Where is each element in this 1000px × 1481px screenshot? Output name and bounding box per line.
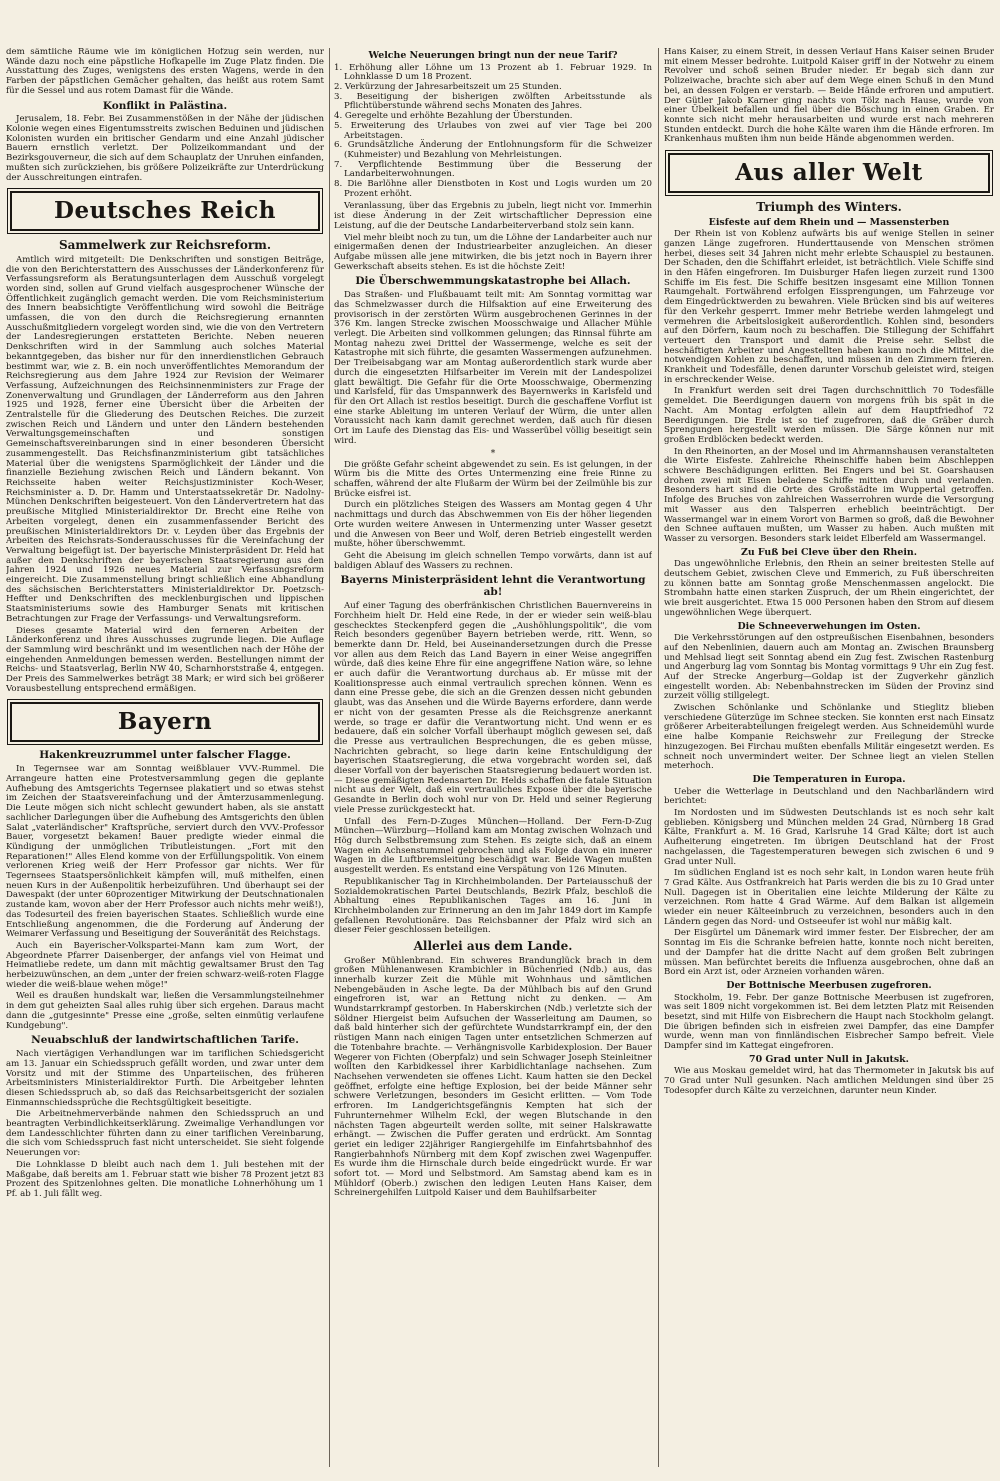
subheadline-winter: Eisfeste auf dem Rhein und — Massensterben bbox=[708, 216, 950, 228]
article-flag-2: Auch ein Bayerischer-Volkspartei-Mann kam zum Wort, der Abgeordnete Pfarrer Daisenberger, der anfangs viel von Heimat und Heimatliebe redete, um dann mit mächtig gewaltsamer Brust den Tag herbeizuwünschen, an dem „unter der freien schwarz-weiß-roten Flagge wieder die weiß-blaue wehen möge!" bbox=[6, 940, 324, 990]
article-continuation: Hans Kaiser, zu einem Streit, in dessen Verlauf Hans Kaiser seinen Bruder mit einem Messer bedrohte. Luitpold Kaiser griff in der Notwehr zu einem Revolver und schoß seinen Bruder nieder. Er begab sich dann zur Polizeiwache, brachte sich aber auf dem Wege einen Schuß in den Mund bei, an dessen Folgen er verstarb. — Beide Hände erfroren und amputiert. Der Gütler Jakob Karner ging nachts von Tölz nach Hause, wurde von einer Übelkeit befallen und fiel über die Böschung in einen Graben. Er konnte sich nicht mehr herausarbeiten und wurde erst nach mehreren Stunden entdeckt. Durch die hohe Kälte waren ihm die Hände erfroren. Im Krankenhaus mußten ihm nun beide Hände abgenommen werden. bbox=[664, 48, 994, 145]
headline-bavaria: Bayerns Ministerpräsident lehnt die Verantwortung ab! bbox=[340, 574, 646, 599]
headline-flag: Hakenkreuzrummel unter falscher Flagge. bbox=[39, 749, 291, 762]
column-rule bbox=[658, 48, 659, 1467]
article-continuation: dem sämtliche Räume wie im königlichen Hofzug sein werden, nur Wände dazu noch eine päpstliche Hofkapelle im Zuge Platz finden. Die Ausstattung des Zuges, wenigstens des ersten Wagens, werde in den Farben der päpstlichen Gemächer gehalten, das heißt aus rotem Samt für die Sessel und aus rotem Damast für die Wände. bbox=[6, 48, 324, 96]
changes-list bbox=[334, 64, 652, 200]
article-winter-2: In Frankfurt werden seit drei Tagen durchschnittlich 70 Todesfälle gemeldet. Die Beerdigungen dauern von morgens früh bis spät in die Nacht. Am Montag erfolgten allein auf dem Hauptfriedhof 72 Beerdigungen. Die Erde ist so tief zugefroren, daß die Gräber durch Sprengungen hergestellt werden müssen. Die Särge können nur mit großen Erdblöcken bedeckt werden. bbox=[664, 386, 994, 445]
article-snow: Die Verkehrsstörungen auf den ostpreußischen Eisenbahnen, besonders auf den Nebenlinien, dauern auch am Montag an. Zwischen Braunsberg und Mehlsad liegt seit Sonntag abend ein Zug fest. Zwischen Rastenburg und Angerburg lag vom Sonntag bis Montag vormittags 9 Uhr ein Zug fest. Auf der Strecke Angerburg—Goldap ist der Zugverkehr gänzlich eingestellt worden. Ab: Nebenbahnstrecken im Süden der Provinz sind zurzeit völlig stillgelegt. bbox=[664, 633, 994, 702]
headline-changes: Welche Neuerungen bringt nun der neue Tarif? bbox=[368, 50, 618, 61]
article-tariff: Nach viertägigen Verhandlungen war im tariflichen Schiedsgericht am 13. Januar ein Schiedsspruch gefällt worden, und zwar unter dem Vorsitz und mit der Stimme des Unparteiischen, des früheren Arbeitsministers Ministerialdirektor Furth. Die Arbeitgeber lehnten diesen Schiedsspruch ab, so daß das Reichsarbeitsgericht der sozialen Einmannschiedssprüche die Rechtsgültigkeit beseitigte. bbox=[6, 1049, 324, 1108]
article-flood: Das Straßen- und Flußbauamt teilt mit: Am Sonntag vormittag war das Schmelzwasser durch die Hilfsaktion auf eine Erweiterung des provisorisch in der zerstörten Würm ausgebrochenen Gerinnes in der 376 Km. langen Strecke zwischen Moosschwaige und Allacher Mühle verlegt. Die Arbeiten sind vollkommen gelungen; das Rinnsal führte am Montag nahezu zwei Drittel der Wassermenge, welche es seit der Katastrophe mit sich führte, die gesamten Wassermengen aufzunehmen. Der Treibeisabgang war am Montag außerordentlich stark wurde aber durch die eingesetzten Hilfsarbeiter im Verein mit der Landespolizei glatt bewältigt. Die Gefahr für die Orte Moosschwaige, Obermenzing und Karlsfeld, für das Umspannwerk des Bayernwerks in Karlsfeld und für den Ort Allach ist restlos beseitigt. Durch die geschaffene Vorflut ist eine starke Ableitung im unteren Verlauf der Würm, die unter allen Voraussicht nach kann damit gerechnet werden, daß auch für diesen Ort im Laufe des Dienstag das Eis- und Wasserübel völlig beseitigt sein wird. bbox=[334, 290, 652, 446]
list-item: 3. Beseitigung der bisherigen zwölften Arbeitsstunde als Pflichtüberstunde während sechs Monaten des Jahres. bbox=[334, 91, 652, 112]
article-danger-3: Geht die Abeisung im gleich schnellen Tempo vorwärts, dann ist auf baldigen Ablauf des Wassers zu rechnen. bbox=[334, 550, 652, 571]
article-bavaria: Auf einer Tagung des oberfränkischen Christlichen Bauernvereins in Forchheim hielt Dr. Held eine Rede, in der er wieder sein weiß-blau geschecktes Steckenpferd gegen die „Aushöhlungspolitik", die vom Reich besonders gegenüber Bayern betrieben werde, ritt. Wenn, so bemerkte dann Dr. Held, bei Auseinandersetzungen durch die Presse vor allen aus dem Reich das Land Bayern in einer Weise angegriffen würde, daß dies keine Ehre für eine angegriffene Nation wäre, so lehne er auch dafür die Verantwortung durchaus ab. Er müsse mit der Koalitionspresse auch einmal vertraulich sprechen können. Wenn es dann eine Presse gebe, die sich an die Grenzen dessen nicht gebunden glaubt, was das Ansehen und die Würde Bayerns erfordere, dann werde er nicht von der gesamten Presse als die Reichsgrenze anerkannt werde, so trage er dafür die Verantwortung nicht. Und wenn er es bedauere, daß ein solcher Vorfall überhaupt möglich gewesen sei, daß die Presse aus vertraulichen Besprechungen, die es geben müsse, Nachrichten gebracht, so liege darin keine Entschuldigung der bayerischen Staatsregierung, die etwa vorgebracht worden sei, daß dieser Vorfall von der bayerischen Staatsregierung bedauert worden ist. — Diese gemäßigten Redensarten Dr. Helds schaffen die fatale Situation nicht aus der Welt, daß ein vertrauliches Expose über die bayerische Gesandte in Berlin doch wohl nur von Dr. Held und seiner Regierung viele Presse zurückgesteckt hat. bbox=[334, 601, 652, 815]
article-snow-2: Zwischen Schönlanke und Schönlanke und Stieglitz blieben verschiedene Güterzüge im Schnee stecken. Sie konnten erst nach Einsatz größerer Arbeiterabteilungen freigelegt werden. Aus Schneidemühl wurde eine halbe Kompanie Reichswehr zur Freilegung der Strecke hinzugezogen. Bei Firchau mußten ebenfalls Militär eingesetzt werden. Es schneit noch unvermindert weiter. Der Schnee liegt an vielen Stellen meterhoch. bbox=[664, 703, 994, 772]
section-box-bayern: Bayern bbox=[10, 702, 320, 742]
article-changes: Veranlassung, über das Ergebnis zu jubeln, liegt nicht vor. Immerhin ist diese Änderung in der Zeit wirtschaftlicher Depression eine Leistung, auf die der Deutsche Landarbeiterverband stolz sein kann. bbox=[334, 201, 652, 231]
headline-bothnia: Der Bottnische Meerbusen zugefroren. bbox=[726, 979, 932, 991]
list-item: 1. Erhöhung aller Löhne um 13 Prozent ab 1. Februar 1929. In Lohnklasse D um 18 Prozent. bbox=[334, 62, 652, 83]
article-walk: Das ungewöhnliche Erlebnis, den Rhein an seiner breitesten Stelle auf deutschem Gebiet, zwischen Cleve und Emmerich, zu Fuß überschreiten zu können batte am Sonntag große Menschenmassen angelockt. Die Strombahn hatte einen starken Zuspruch, der um Rhein eingerichtet, der wie breit ausgerichtet. Etwa 15 000 Personen haben den Strom auf diesem ungewöhnlichen Wege überquert. bbox=[664, 559, 994, 618]
list-item: 2. Verkürzung der Jahresarbeitszeit um 25 Stunden. bbox=[334, 82, 562, 93]
list-item: 6. Grundsätzliche Änderung der Entlohnungsform für die Schweizer (Kuhmeister) und Bezahlung von Mehrleistungen. bbox=[334, 140, 652, 160]
column-rule bbox=[329, 48, 330, 1467]
article-temperatures: Ueber die Wetterlage in Deutschland und den Nachbarländern wird berichtet: bbox=[664, 786, 994, 807]
article-palestine: Jerusalem, 18. Febr. Bei Zusammenstößen in der Nähe der jüdischen Kolonie wegen eines Eigentumsstreits zwischen Beduinen und jüdischen Kolonisten wurden ein britischer Gendarm und eine Anzahl jüdischer Bauern ernstlich verletzt. Der Polizeikommandant und der Bezirksgouverneur, die sich auf dem Schauplatz der Unruhen einfanden, mußten sich zurückziehen, bis größere Polizeikräfte zur Unterdrückung der Ausschreitungen eintrafen. bbox=[6, 114, 324, 183]
article-tariff-3: Die Lohnklasse D bleibt auch nach dem 1. Juli bestehen mit der Maßgabe, daß bereits am 1. Februar statt wie bisher 78 Prozent jetzt 83 Prozent des Spitzenlohnes gelten. Die monatliche Lohnerhöhung um 1 Pf. ab 1. Juli fällt weg. bbox=[6, 1159, 324, 1199]
article-danger: Die größte Gefahr scheint abgewendet zu sein. Es ist gelungen, in der Würm bis die Mitte des Ortes Untermenzing eine freie Rinne zu schaffen, während der alte Flußarm der Würm bei der Zeilmühle bis zur Brücke eisfrei ist. bbox=[334, 459, 652, 499]
separator-asterisk: * bbox=[490, 448, 496, 459]
article-flag-3: Weil es draußen hundskalt war, ließen die Versammlungsteilnehmer in dem gut geheizten Saal alles ruhig über sich ergehen. Daraus macht dann die „gutgesinnte" Presse eine „große, selten einmütig verlaufene Kundgebung". bbox=[6, 991, 324, 1031]
section-box-deutsches-reich: Deutsches Reich bbox=[10, 191, 320, 231]
article-danish: Der Eisgürtel um Dänemark wird immer fester. Der Eisbrecher, der am Sonntag im Eis die Schranke befreien hatte, konnte noch nicht bereiten, und der Dampfer hat die dritte Nacht auf dem großen Belt zubringen müssen. Man befürchtet bereits die Influenza ausgebrochen, ohne daß an Bord ein Arzt ist, oder Arzneien vorhanden wären. bbox=[664, 928, 994, 978]
article-temperatures-2: Im Nordosten und im Südwesten Deutschlands ist es noch sehr kalt geblieben. Königsberg und München melden 24 Grad, Nürnberg 18 Grad Kälte, Frankfurt a. M. 16 Grad, Karlsruhe 14 Grad Kälte; dort ist auch Aufheiterung eingetreten. Im übrigen Deutschland hat der Frost nachgelassen, die Tagestemperaturen bewegen sich zwischen 6 und 9 Grad unter Null. bbox=[664, 808, 994, 867]
headline-tariff: Neuabschluß der landwirtschaftlichen Tarife. bbox=[31, 1034, 299, 1047]
list-item: 7. Verpflichtende Bestimmung über die Besserung der Landarbeiterwohnungen. bbox=[334, 159, 652, 180]
column-right bbox=[664, 48, 994, 1467]
headline-allerlei: Allerlei aus dem Lande. bbox=[413, 939, 573, 954]
article-danger-2: Durch ein plötzliches Steigen des Wassers am Montag gegen 4 Uhr nachmittags und durch das Abschwemmen von Eis der höher liegenden Orte wurden weitere Anwesen in Untermenzing unter Wasser gesetzt und die Anwesen von Beer und Wolf, deren Betrieb eingestellt werden mußte, höher überschwemmt. bbox=[334, 500, 652, 550]
column-left bbox=[6, 48, 324, 1467]
article-allerlei: Großer Mühlenbrand. Ein schweres Brandunglück brach in dem großen Mühlenanwesen Krambichler in Büchenried (Ndb.) aus, das innerhalb kurzer Zeit die Mühle mit Wohnhaus und sämtlichen Nebengebäuden in Asche legte. Da der Mühlbach bis auf den Grund eingefroren ist, war an Rettung nicht zu denken. — Am Wundstarrkrampf gestorben. In Haberskirchen (Ndb.) verletzte sich der Söldner Hiergeist beim Aufsuchen der Wasserleitung am Daumen, so daß bald hinterher sich der gefürchtete Wundstarrkrampf ein, der den rüstigen Mann nach einigen Tagen unter entsetzlichen Schmerzen auf die Totenbahre brachte. — Verhängnisvolle Karbidexplosion. Der Bauer Wegerer von Fichten (Oberpfalz) und sein Schwager Joseph Steinleitner wollten den Karbidkessel ihrer Karbidlichtanlage nachsehen. Zum Nachsehen verwendeten sie offenes Licht. Kaum hatten sie den Deckel geöffnet, erfolgte eine heftige Explosion, bei der beide Männer sehr schwere Verletzungen, besonders im Gesicht erlitten. — Vom Tode erfroren. Im Landgerichtsgefängnis Kempten hat sich der Fuhrunternehmer Wilhelm Eckl, der wegen Blutschande in den nächsten Tagen abgeurteilt werden sollte, mit seiner Halskrawatte erhängt. — Zwischen die Puffer geraten und erdrückt. Am Sonntag geriet ein lediger 22jähriger Rangiergehilfe im Einfahrtsbahnhof des Rangierbahnhofs Nürnberg mit dem Kopf zwischen zwei Wagenpuffer. Es wurde ihm die Hirnschale durch beide eingedrückt wurde. Er war sofort tot. — Mord und Selbstmord. Am Samstag abend kam es in Mühldorf (Oberb.) zwischen den ledigen Leuten Hans Kaiser, dem Schreinergehilfen Luitpold Kaiser und dem Bauhilfsarbeiter bbox=[334, 955, 652, 1199]
article-flag: In Tegernsee war am Sonntag weißblauer VVV.-Rummel. Die Arrangeure hatten eine Protestversammlung gegen die geplante Aufhebung des Amtsgerichts Tegernsee plakatiert und so etwas stehst im Zeichen der Staatsvereinfachung und der Ämterzusammenlegung. Die Leute mögen sich nicht schlecht gewundert haben, als sie anstatt sachlicher Darlegungen über die Aufhebung des Amtsgerichts den üblen Salat „vaterländischer" Kraftsprüche, serviert durch den VVV.-Professor Bauer, vorgesetzt bekamen! Bauer predigte wieder einmal die Kündigung der unmöglichen Tributleistungen. „Fort mit den Reparationen!" Alles Elend komme von der Erfüllungspolitik. Von einem verlorenen Krieg weiß der Herr Professor gar nichts. Wer für Tegernsees Staatspersönlichkeit kämpfen will, muß mithelfen, einen neuen Kurs in der Außenpolitik herbeizuführen. Und überhaupt sei der Dawespakt (der unter 60prozentiger Mitwirkung der Deutschnationalen zustande kam, wovon aber der Herr Professor auch nichts mehr weiß!), das Todesurteil des freien bayerischen Staates. Schließlich wurde eine Entschließung angenommen, die die Forderung auf Änderung der Weimarer Verfassung und Beseitigung der Souveränität des Reichstags. bbox=[6, 764, 324, 940]
article-train: Unfall des Fern-D-Zuges München—Holland. Der Fern-D-Zug München—Würzburg—Holland kam am Montag zwischen Wolnzach und Hög durch Selbstbremsung zum Stehen. Es zeigte sich, daß an einem Wagen ein Achsenstummel gebrochen und als Folge davon ein innerer Wagen in die Luftbremsleitung beschädigt war. Beide Wagen mußten ausgestellt werden. Es entstand eine Verspätung von 126 Minuten. bbox=[334, 816, 652, 876]
article-republic: Republikanischer Tag in Kirchheimbolanden. Der Parteiausschuß der Sozialdemokratischen Partei Deutschlands, Bezirk Pfalz, beschloß die Abhaltung eines Republikanischen Tages am 16. Juni in Kirchheimbolanden zur Erinnerung an den im Jahr 1849 dort im Kampfe gefallenen Revolutionäre. Das Reichsbanner der Pfalz wird sich an dieser Feier geschlossen beteiligen. bbox=[334, 876, 652, 936]
headline-flood: Die Überschwemmungskatastrophe bei Allach. bbox=[355, 275, 631, 288]
list-item: 8. Die Barlöhne aller Dienstboten in Kost und Logis wurden um 20 Prozent erhöht. bbox=[334, 179, 652, 199]
headline-palestine: Konflikt in Palästina. bbox=[102, 99, 228, 112]
article-winter: Der Rhein ist von Koblenz aufwärts bis auf wenige Stellen in seiner ganzen Länge zugefroren. Hunderttausende von Menschen strömen herbei, dieses seit 34 Jahren nicht mehr erlebte Schauspiel zu bestaunen. Der Schaden, den die Schiffahrt erleidet, ist beträchtlich. Viele Schiffe sind in den Häfen eingefroren. Im Duisburger Hafen liegen zurzeit rund 1300 Schiffe im Eis fest. Die Schiffe besitzen insgesamt eine Million Tonnen Raumgehalt. Fortwährend erfolgen Eissprengungen, um Fahrzeuge vor dem Eingedrücktwerden zu bewahren. Viele Brücken sind bis auf weiteres für den Verkehr gesperrt. Immer mehr Betriebe werden lahmgelegt und vermehren die Arbeitslosigkeit außerordentlich. Kohlen sind, besonders auf den Dörfern, kaum noch zu beschaffen. Die Stillegung der Schiffahrt verteuert den Transport und damit die Preise sehr. Selbst die beschäftigten Arbeiter und Angestellten haben kaum noch die Mittel, die notwendigen Kohlen zu beschaffen, und müssen in den Zimmern frieren. Krankheit und Todesfälle, denen darunter Vorschub geleistet wird, steigen in erschreckender Weise. bbox=[664, 229, 994, 385]
article-temperatures-3: Im südlichen England ist es noch sehr kalt, in London waren heute früh 7 Grad Kälte. Aus Ostfrankreich hat Paris werden die bis zu 10 Grad unter Null. Dagegen ist in Oberitalien eine leichte Milderung der Kälte zu verzeichnen. Rom hatte 4 Grad Wärme. Auf dem Balkan ist allgemein wieder ein neuer Kälteeinbruch zu verzeichnen, besonders auch in den Ländern gegen das Nord- und Ostseeufer ist wohl nur mäßig kalt. bbox=[664, 868, 994, 927]
section-box-aus-aller-welt: Aus aller Welt bbox=[668, 153, 990, 193]
article-changes-2: Viel mehr bleibt noch zu tun, um die Löhne der Landarbeiter auch nur einigermaßen denen der Industriearbeiter anzugleichen. An dieser Aufgabe müssen alle jene mitwirken, die bis jetzt noch in Bayern ihrer Gewerkschaft abseits stehen. Es ist die höchste Zeit! bbox=[334, 232, 652, 272]
article-tariff-2: Die Arbeitnehmerverbände nahmen den Schiedsspruch an und beantragten Verbindlichkeitserklärung. Zweimalige Verhandlungen vor dem Landesschlichter führten dann zu einer tariflichen Vereinbarung, die sich vom Schiedsspruch fast nicht unterscheidet. Sie sieht folgende Neuerungen vor: bbox=[6, 1109, 324, 1159]
article-bothnia: Stockholm, 19. Febr. Der ganze Bottnische Meerbusen ist zugefroren, was seit 1809 nicht vorgekommen ist. Bei dem letzten Platz mit Reisenden besetzt, sind mit Hilfe von Eisbrechern die Haupt nach Stockholm gelangt. Die übrigen befinden sich in eisfreien zwei Dampfer, das eine Dampfer wurde, wenn man von finnländischen Eisbrecher Sampo befreit. Viele Dampfer sind im Kattegat eingefroren. bbox=[664, 992, 994, 1052]
article-jakutsk: Wie aus Moskau gemeldet wird, hat das Thermometer in Jakutsk bis auf 70 Grad unter Null gesunken. Nach amtlichen Meldungen sind über 25 Todesopfer durch Kälte zu verzeichnen, darunter neun Kinder. bbox=[664, 1066, 994, 1096]
headline-winter: Triumph des Winters. bbox=[756, 200, 902, 215]
article-reform-2: Dieses gesamte Material wird den ferneren Arbeiten der Länderkonferenz und ihres Ausschusses zugrunde liegen. Die Auflage der Sammlung wird beschränkt und im wesentlichen nach der Höhe der eingehenden Anmeldungen bemessen werden. Bestellungen nimmt der Reichs- und Staatsverlag, Berlin NW 40, Scharnhorststraße 4, entgegen. Der Preis des Sammelwerkes beträgt 38 Mark; er wird sich bei größerer Vorausbestellung entsprechend ermäßigen. bbox=[6, 625, 324, 694]
list-item: 4. Geregelte und erhöhte Bezahlung der Überstunden. bbox=[334, 111, 573, 122]
list-item: 5. Erweiterung des Urlaubes von zwei auf vier Tage bei 200 Arbeitstagen. bbox=[334, 120, 652, 141]
headline-reform: Sammelwerk zur Reichsreform. bbox=[58, 238, 272, 253]
headline-temperatures: Die Temperaturen in Europa. bbox=[752, 774, 906, 785]
headline-jakutsk: 70 Grad unter Null in Jakutsk. bbox=[749, 1053, 909, 1065]
column-middle bbox=[334, 48, 652, 1467]
article-reform: Amtlich wird mitgeteilt: Die Denkschriften und sonstigen Beiträge, die von den Berichterstattern des Ausschusses der Länderkonferenz für Verfassungsreform als Beratungsunterlagen dem Ausschuß vorgelegt worden sind, sollen auf Grund vielfach ausgesprochener Wünsche der Öffentlichkeit zugänglich gemacht werden. Die vom Reichsministerium des Innern beabsichtigte Veröffentlichung wird sowohl die Beiträge umfassen, die von den durch die Reichsregierung ernannten Ausschußmitgliedern vorgelegt worden sind, wie die von den Vertretern der Landesregierungen erstatteten Berichte. Neben neueren Denkschriften wird in der Sammlung auch solches Material bekanntgegeben, das bisher nur für den innerdienstlichen Gebrauch bestimmt war, wie z. B. ein noch unveröffentlichtes Memorandum der Reichsregierung aus dem Jahre 1924 zur Revision der Weimarer Verfassung, Aufzeichnungen des Reichsinnenministers zur Frage der Zonenverwaltung und Grundlagen der Länderreform aus den Jahren 1925 und 1928, ferner eine Übersicht über die Arbeiten der Zentralstelle für die Gliederung des Deutschen Reiches. Die zurzeit zwischen Reich und Ländern und unter den Ländern bestehenden Verwaltungsgemeinschaften und sonstigen Gemeinschaftsvereinbarungen sind in einer besonderen Übersicht zusammengestellt. Das Reichsfinanzministerium gibt tatsächliches Material über die wenigstens Sparmöglichkeit der Länder und die finanzielle Beziehung zwischen Reich und Ländern bekannt. Von Reichsseite haben weiter Reichsjustizminister Koch-Weser, Reichsminister a. D. Dr. Hamm und Unterstaatssekretär Dr. Nadolny-München Denkschriften beigesteuert. Von den Ländervertretern hat das preußische Mitglied Ministerialdirektor Dr. Brecht eine Reihe von Arbeiten vorgelegt, denen ein zusammenfassender Bericht des preußischen Ministerialdirektors Dr. v. Leyden über das Ergebnis der Arbeiten des Reichsrats-Sonderausschusses für die Vereinfachung der Verwaltung beigefügt ist. Der bayerische Ministerpräsident Dr. Held hat außer den Denkschriften der bayerischen Staatsregierung aus den Jahren 1924 und 1926 neues Material zur Verfassungsreform eingereicht. Die Zusammenstellung bringt schließlich eine Abhandlung des sächsischen Berichterstatters Ministerialdirektor Dr. Poetzsch-Heffter und Denkschriften des mecklenburgischen und lippischen Staatsministeriums sowie des Hamburger Senats mit kritischen Betrachtungen zur Frage der Verfassungs- und Verwaltungsreform. bbox=[6, 254, 324, 624]
headline-snow: Die Schneeverwehungen im Osten. bbox=[737, 620, 921, 632]
headline-walk: Zu Fuß bei Cleve über den Rhein. bbox=[741, 546, 917, 558]
article-winter-3: In den Rheinorten, an der Mosel und im Ahrmannshausen veranstalteten die Wirte Eisfeste. Zahlreiche Rheinschiffe haben beim Abschleppen schwere Beschädigungen erlitten. Bei Engers und bei St. Goarshausen drohen zwei mit Eisen beladene Schiffe mitten durch und verlanden. Besonders hart sind die Orte des Großstädte im Wuppertal getroffen. Infolge des Bruches von zahlreichen Wasserrohren wurde die Versorgung mit Wasser aus den Talsperren erheblich beeinträchtigt. Der Wassermangel war in einem Vorort von Barmen so groß, daß die Bewohner den Schnee auftauen mußten, um Wasser zu haben. Auch mußten mit Wasser zu versorgen. Besonders stark leidet Elberfeld am Wassermangel. bbox=[664, 446, 994, 544]
